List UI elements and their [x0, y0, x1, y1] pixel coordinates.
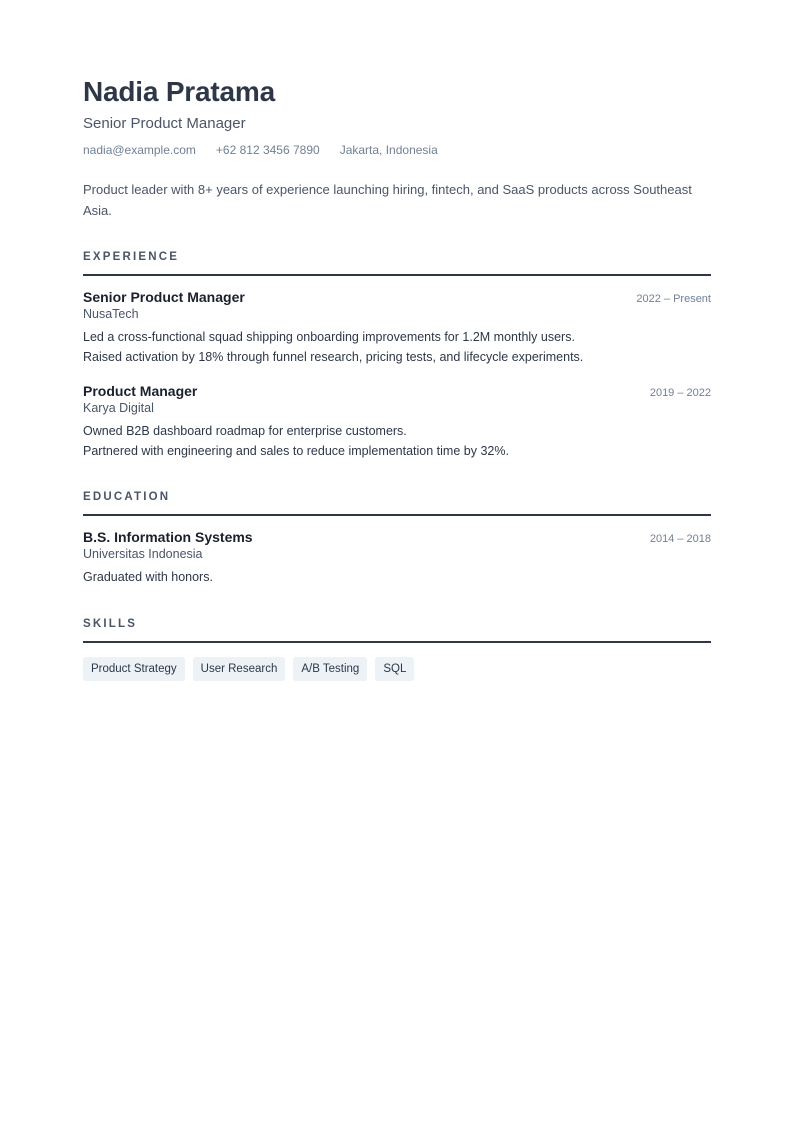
contact-location: Jakarta, Indonesia [339, 143, 438, 157]
entry-line: Graduated with honors. [83, 570, 213, 584]
entry-header [83, 288, 711, 306]
entry-description [83, 422, 711, 461]
entry-organization: Karya Digital [83, 401, 154, 415]
entry-dates: 2014 – 2018 [649, 533, 711, 545]
contact-line [83, 142, 711, 158]
skill-tag: User Research [193, 657, 286, 681]
entry-line: Led a cross-functional squad shipping onboarding improvements for 1.2M monthly users. [83, 330, 575, 344]
entry-line: Partnered with engineering and sales to reduce implementation time by 32%. [83, 443, 509, 458]
education-entry [83, 528, 711, 588]
entry-title: B.S. Information Systems [83, 529, 253, 545]
summary-text: Product leader with 8+ years of experience launching hiring, fintech, and SaaS products across Southeast Asia. [83, 182, 692, 218]
entry-dates: 2022 – Present [636, 293, 711, 305]
skills-section [83, 617, 711, 681]
entry-organization: Universitas Indonesia [83, 547, 203, 561]
contact-email[interactable]: nadia@example.com [83, 143, 196, 157]
entry-line: Owned B2B dashboard roadmap for enterprise customers. [83, 424, 407, 438]
skills-list [83, 657, 711, 681]
experience-entry [83, 288, 711, 367]
education-section [83, 490, 711, 588]
contact-phone[interactable]: +62 812 3456 7890 [215, 143, 320, 157]
entry-title: Senior Product Manager [83, 289, 245, 305]
experience-section [83, 250, 711, 461]
section-title-skills: SKILLS [83, 617, 711, 643]
entry-header [83, 528, 711, 546]
entry-line: Raised activation by 18% through funnel research, pricing tests, and lifecycle experiments. [83, 349, 584, 364]
skill-tag: Product Strategy [83, 657, 185, 681]
entry-title: Product Manager [83, 383, 198, 399]
skill-tag: SQL [375, 657, 414, 681]
section-title-experience: EXPERIENCE [83, 250, 711, 276]
entry-description [83, 568, 711, 588]
entry-organization: NusaTech [83, 307, 139, 321]
skill-tag: A/B Testing [293, 657, 367, 681]
candidate-title: Senior Product Manager [83, 115, 246, 132]
section-title-education: EDUCATION [83, 490, 711, 516]
entry-dates: 2019 – 2022 [649, 387, 711, 399]
entry-header [83, 382, 711, 400]
candidate-name: Nadia Pratama [83, 76, 275, 107]
entry-description [83, 328, 711, 367]
experience-entry [83, 382, 711, 461]
